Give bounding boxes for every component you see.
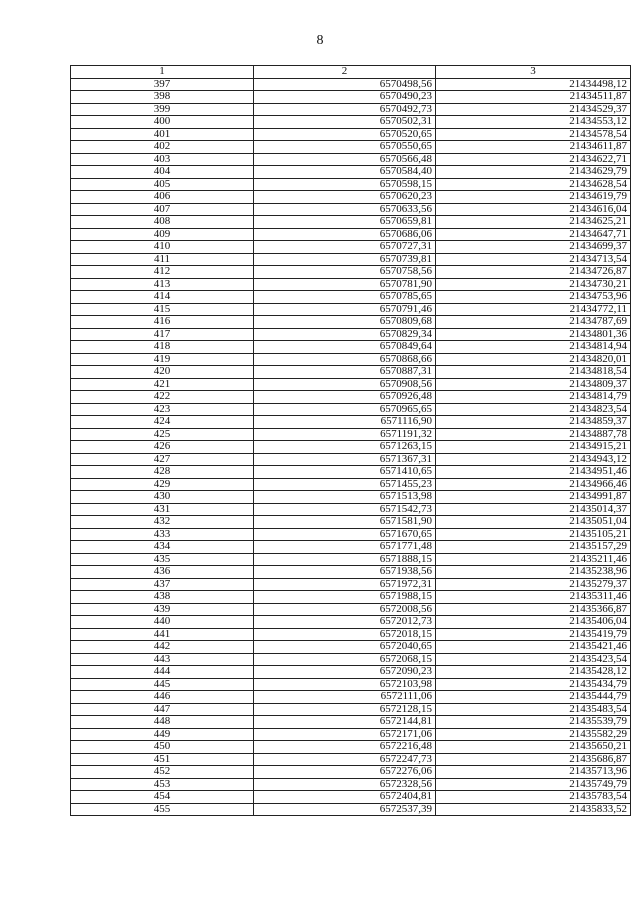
x-coordinate-cell: 6572328,56 <box>254 778 436 791</box>
table-row <box>71 453 631 466</box>
point-number-cell: 423 <box>71 403 254 416</box>
table-row <box>71 641 631 654</box>
point-number-cell: 412 <box>71 266 254 279</box>
x-coordinate-cell: 6570785,65 <box>254 291 436 304</box>
x-coordinate-cell: 6570887,31 <box>254 366 436 379</box>
point-number-cell: 444 <box>71 666 254 679</box>
x-coordinate-cell: 6571581,90 <box>254 516 436 529</box>
x-coordinate-cell: 6572090,23 <box>254 666 436 679</box>
x-coordinate-cell: 6572103,98 <box>254 678 436 691</box>
table-row <box>71 691 631 704</box>
point-number-cell: 440 <box>71 616 254 629</box>
y-coordinate-cell: 21435311,46 <box>436 591 631 604</box>
point-number-cell: 437 <box>71 578 254 591</box>
y-coordinate-cell: 21434616,04 <box>436 203 631 216</box>
table-row <box>71 616 631 629</box>
y-coordinate-cell: 21435105,21 <box>436 528 631 541</box>
point-number-cell: 431 <box>71 503 254 516</box>
x-coordinate-cell: 6571888,15 <box>254 553 436 566</box>
table-row <box>71 291 631 304</box>
table-row <box>71 328 631 341</box>
x-coordinate-cell: 6572144,81 <box>254 716 436 729</box>
x-coordinate-cell: 6572111,06 <box>254 691 436 704</box>
x-coordinate-cell: 6571542,73 <box>254 503 436 516</box>
y-coordinate-cell: 21434529,37 <box>436 103 631 116</box>
table-row <box>71 491 631 504</box>
x-coordinate-cell: 6571988,15 <box>254 591 436 604</box>
x-coordinate-cell: 6570791,46 <box>254 303 436 316</box>
y-coordinate-cell: 21434511,87 <box>436 91 631 104</box>
y-coordinate-cell: 21435051,04 <box>436 516 631 529</box>
x-coordinate-cell: 6572128,15 <box>254 703 436 716</box>
point-number-cell: 419 <box>71 353 254 366</box>
x-coordinate-cell: 6570490,23 <box>254 91 436 104</box>
table-row <box>71 766 631 779</box>
y-coordinate-cell: 21435686,87 <box>436 753 631 766</box>
point-number-cell: 433 <box>71 528 254 541</box>
table-row <box>71 791 631 804</box>
point-number-cell: 432 <box>71 516 254 529</box>
x-coordinate-cell: 6572040,65 <box>254 641 436 654</box>
table-row <box>71 803 631 816</box>
point-number-cell: 449 <box>71 728 254 741</box>
x-coordinate-cell: 6572068,15 <box>254 653 436 666</box>
x-coordinate-cell: 6571410,65 <box>254 466 436 479</box>
x-coordinate-cell: 6571670,65 <box>254 528 436 541</box>
x-coordinate-cell: 6571972,31 <box>254 578 436 591</box>
table-row <box>71 466 631 479</box>
y-coordinate-cell: 21434820,01 <box>436 353 631 366</box>
table-row <box>71 553 631 566</box>
y-coordinate-cell: 21435650,21 <box>436 741 631 754</box>
table-row <box>71 166 631 179</box>
x-coordinate-cell: 6570829,34 <box>254 328 436 341</box>
x-coordinate-cell: 6570502,31 <box>254 116 436 129</box>
coordinates-table <box>70 65 631 816</box>
x-coordinate-cell: 6572404,81 <box>254 791 436 804</box>
x-coordinate-cell: 6570686,06 <box>254 228 436 241</box>
y-coordinate-cell: 21434801,36 <box>436 328 631 341</box>
y-coordinate-cell: 21435713,96 <box>436 766 631 779</box>
table-row <box>71 603 631 616</box>
table-row <box>71 628 631 641</box>
point-number-cell: 441 <box>71 628 254 641</box>
point-number-cell: 434 <box>71 541 254 554</box>
y-coordinate-cell: 21435423,54 <box>436 653 631 666</box>
table-row <box>71 91 631 104</box>
table-row <box>71 678 631 691</box>
x-coordinate-cell: 6570809,68 <box>254 316 436 329</box>
table-row <box>71 428 631 441</box>
y-coordinate-cell: 21435014,37 <box>436 503 631 516</box>
x-coordinate-cell: 6572276,06 <box>254 766 436 779</box>
column-header-3: 3 <box>436 66 631 79</box>
y-coordinate-cell: 21435211,46 <box>436 553 631 566</box>
x-coordinate-cell: 6571513,98 <box>254 491 436 504</box>
point-number-cell: 447 <box>71 703 254 716</box>
x-coordinate-cell: 6572018,15 <box>254 628 436 641</box>
y-coordinate-cell: 21434498,12 <box>436 78 631 91</box>
table-row <box>71 278 631 291</box>
table-row <box>71 478 631 491</box>
table-row <box>71 316 631 329</box>
y-coordinate-cell: 21435539,79 <box>436 716 631 729</box>
table-row <box>71 266 631 279</box>
point-number-cell: 414 <box>71 291 254 304</box>
table-row <box>71 178 631 191</box>
point-number-cell: 401 <box>71 128 254 141</box>
table-row <box>71 391 631 404</box>
y-coordinate-cell: 21434823,54 <box>436 403 631 416</box>
y-coordinate-cell: 21435419,79 <box>436 628 631 641</box>
y-coordinate-cell: 21434699,37 <box>436 241 631 254</box>
x-coordinate-cell: 6570492,73 <box>254 103 436 116</box>
table-row <box>71 566 631 579</box>
point-number-cell: 427 <box>71 453 254 466</box>
table-row <box>71 753 631 766</box>
table-row <box>71 191 631 204</box>
y-coordinate-cell: 21435582,29 <box>436 728 631 741</box>
point-number-cell: 424 <box>71 416 254 429</box>
table-row <box>71 716 631 729</box>
table-row <box>71 366 631 379</box>
x-coordinate-cell: 6572247,73 <box>254 753 436 766</box>
y-coordinate-cell: 21435366,87 <box>436 603 631 616</box>
point-number-cell: 400 <box>71 116 254 129</box>
x-coordinate-cell: 6570498,56 <box>254 78 436 91</box>
x-coordinate-cell: 6570758,56 <box>254 266 436 279</box>
table-row <box>71 416 631 429</box>
table-row <box>71 528 631 541</box>
y-coordinate-cell: 21434887,78 <box>436 428 631 441</box>
y-coordinate-cell: 21434578,54 <box>436 128 631 141</box>
point-number-cell: 426 <box>71 441 254 454</box>
point-number-cell: 397 <box>71 78 254 91</box>
table-row <box>71 203 631 216</box>
table-row <box>71 778 631 791</box>
table-row <box>71 591 631 604</box>
x-coordinate-cell: 6572216,48 <box>254 741 436 754</box>
column-header-2: 2 <box>254 66 436 79</box>
x-coordinate-cell: 6571367,31 <box>254 453 436 466</box>
table-row <box>71 541 631 554</box>
point-number-cell: 417 <box>71 328 254 341</box>
point-number-cell: 453 <box>71 778 254 791</box>
table-row <box>71 153 631 166</box>
x-coordinate-cell: 6571263,15 <box>254 441 436 454</box>
x-coordinate-cell: 6572008,56 <box>254 603 436 616</box>
column-header-1: 1 <box>71 66 254 79</box>
y-coordinate-cell: 21434814,79 <box>436 391 631 404</box>
x-coordinate-cell: 6572537,39 <box>254 803 436 816</box>
table-row <box>71 341 631 354</box>
y-coordinate-cell: 21434943,12 <box>436 453 631 466</box>
x-coordinate-cell: 6570926,48 <box>254 391 436 404</box>
y-coordinate-cell: 21434619,79 <box>436 191 631 204</box>
y-coordinate-cell: 21434622,71 <box>436 153 631 166</box>
point-number-cell: 430 <box>71 491 254 504</box>
x-coordinate-cell: 6570584,40 <box>254 166 436 179</box>
y-coordinate-cell: 21435749,79 <box>436 778 631 791</box>
x-coordinate-cell: 6570520,65 <box>254 128 436 141</box>
table-row <box>71 103 631 116</box>
x-coordinate-cell: 6570965,65 <box>254 403 436 416</box>
x-coordinate-cell: 6570849,64 <box>254 341 436 354</box>
y-coordinate-cell: 21434625,21 <box>436 216 631 229</box>
x-coordinate-cell: 6571938,56 <box>254 566 436 579</box>
table-row <box>71 116 631 129</box>
x-coordinate-cell: 6571455,23 <box>254 478 436 491</box>
y-coordinate-cell: 21434611,87 <box>436 141 631 154</box>
y-coordinate-cell: 21434753,96 <box>436 291 631 304</box>
table-row <box>71 653 631 666</box>
y-coordinate-cell: 21434915,21 <box>436 441 631 454</box>
point-number-cell: 443 <box>71 653 254 666</box>
x-coordinate-cell: 6570633,56 <box>254 203 436 216</box>
point-number-cell: 413 <box>71 278 254 291</box>
point-number-cell: 435 <box>71 553 254 566</box>
y-coordinate-cell: 21434951,46 <box>436 466 631 479</box>
point-number-cell: 429 <box>71 478 254 491</box>
point-number-cell: 422 <box>71 391 254 404</box>
point-number-cell: 455 <box>71 803 254 816</box>
y-coordinate-cell: 21434818,54 <box>436 366 631 379</box>
point-number-cell: 439 <box>71 603 254 616</box>
y-coordinate-cell: 21435421,46 <box>436 641 631 654</box>
point-number-cell: 402 <box>71 141 254 154</box>
point-number-cell: 438 <box>71 591 254 604</box>
y-coordinate-cell: 21435157,29 <box>436 541 631 554</box>
y-coordinate-cell: 21434629,79 <box>436 166 631 179</box>
y-coordinate-cell: 21434726,87 <box>436 266 631 279</box>
table-row <box>71 241 631 254</box>
table-row <box>71 666 631 679</box>
point-number-cell: 406 <box>71 191 254 204</box>
table-row <box>71 741 631 754</box>
table-row <box>71 441 631 454</box>
y-coordinate-cell: 21435444,79 <box>436 691 631 704</box>
table-body <box>71 78 631 816</box>
x-coordinate-cell: 6572012,73 <box>254 616 436 629</box>
point-number-cell: 445 <box>71 678 254 691</box>
y-coordinate-cell: 21434647,71 <box>436 228 631 241</box>
x-coordinate-cell: 6571771,48 <box>254 541 436 554</box>
page-number: 8 <box>316 33 324 48</box>
x-coordinate-cell: 6570781,90 <box>254 278 436 291</box>
point-number-cell: 411 <box>71 253 254 266</box>
x-coordinate-cell: 6570727,31 <box>254 241 436 254</box>
table-row <box>71 216 631 229</box>
point-number-cell: 421 <box>71 378 254 391</box>
y-coordinate-cell: 21434553,12 <box>436 116 631 129</box>
point-number-cell: 446 <box>71 691 254 704</box>
point-number-cell: 403 <box>71 153 254 166</box>
x-coordinate-cell: 6570908,56 <box>254 378 436 391</box>
table-row <box>71 403 631 416</box>
x-coordinate-cell: 6571116,90 <box>254 416 436 429</box>
table-row <box>71 578 631 591</box>
point-number-cell: 454 <box>71 791 254 804</box>
y-coordinate-cell: 21434713,54 <box>436 253 631 266</box>
y-coordinate-cell: 21434859,37 <box>436 416 631 429</box>
table-row <box>71 78 631 91</box>
point-number-cell: 442 <box>71 641 254 654</box>
point-number-cell: 420 <box>71 366 254 379</box>
point-number-cell: 452 <box>71 766 254 779</box>
x-coordinate-cell: 6570739,81 <box>254 253 436 266</box>
table-row <box>71 228 631 241</box>
point-number-cell: 428 <box>71 466 254 479</box>
table-row <box>71 141 631 154</box>
point-number-cell: 450 <box>71 741 254 754</box>
table-row <box>71 728 631 741</box>
y-coordinate-cell: 21435434,79 <box>436 678 631 691</box>
table-row <box>71 516 631 529</box>
point-number-cell: 418 <box>71 341 254 354</box>
table-row <box>71 128 631 141</box>
y-coordinate-cell: 21434772,11 <box>436 303 631 316</box>
x-coordinate-cell: 6570868,66 <box>254 353 436 366</box>
y-coordinate-cell: 21434814,94 <box>436 341 631 354</box>
point-number-cell: 408 <box>71 216 254 229</box>
table-row <box>71 503 631 516</box>
table-header-row <box>71 66 631 79</box>
y-coordinate-cell: 21435833,52 <box>436 803 631 816</box>
y-coordinate-cell: 21434628,54 <box>436 178 631 191</box>
y-coordinate-cell: 21435406,04 <box>436 616 631 629</box>
point-number-cell: 409 <box>71 228 254 241</box>
point-number-cell: 416 <box>71 316 254 329</box>
point-number-cell: 451 <box>71 753 254 766</box>
point-number-cell: 404 <box>71 166 254 179</box>
point-number-cell: 399 <box>71 103 254 116</box>
y-coordinate-cell: 21435428,12 <box>436 666 631 679</box>
x-coordinate-cell: 6570550,65 <box>254 141 436 154</box>
table-row <box>71 378 631 391</box>
point-number-cell: 407 <box>71 203 254 216</box>
y-coordinate-cell: 21435483,54 <box>436 703 631 716</box>
point-number-cell: 415 <box>71 303 254 316</box>
y-coordinate-cell: 21434966,46 <box>436 478 631 491</box>
y-coordinate-cell: 21434991,87 <box>436 491 631 504</box>
y-coordinate-cell: 21434787,69 <box>436 316 631 329</box>
x-coordinate-cell: 6570620,23 <box>254 191 436 204</box>
point-number-cell: 410 <box>71 241 254 254</box>
y-coordinate-cell: 21434809,37 <box>436 378 631 391</box>
table-row <box>71 253 631 266</box>
x-coordinate-cell: 6570598,15 <box>254 178 436 191</box>
y-coordinate-cell: 21435238,96 <box>436 566 631 579</box>
point-number-cell: 405 <box>71 178 254 191</box>
y-coordinate-cell: 21435783,54 <box>436 791 631 804</box>
x-coordinate-cell: 6571191,32 <box>254 428 436 441</box>
point-number-cell: 425 <box>71 428 254 441</box>
x-coordinate-cell: 6570659,81 <box>254 216 436 229</box>
x-coordinate-cell: 6572171,06 <box>254 728 436 741</box>
table-row <box>71 353 631 366</box>
table-row <box>71 703 631 716</box>
point-number-cell: 436 <box>71 566 254 579</box>
x-coordinate-cell: 6570566,48 <box>254 153 436 166</box>
y-coordinate-cell: 21435279,37 <box>436 578 631 591</box>
point-number-cell: 448 <box>71 716 254 729</box>
point-number-cell: 398 <box>71 91 254 104</box>
y-coordinate-cell: 21434730,21 <box>436 278 631 291</box>
table-row <box>71 303 631 316</box>
